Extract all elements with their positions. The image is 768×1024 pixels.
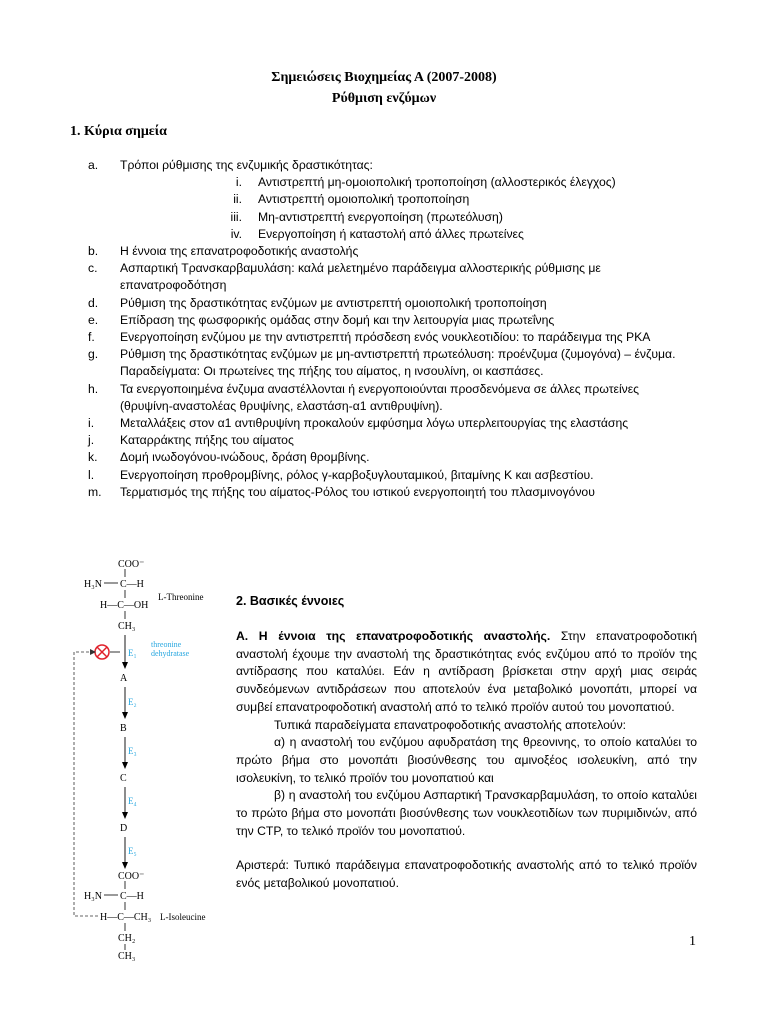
paragraph-beta: β) η αναστολή του ενζύμου Ασπαρτική Τρανσκαρβαμυλάση, το οποίο καταλύει το πρώτο βήμα στο μονοπάτι βιοσύνθεσης των νουκλεοτιδίων των πυριμιδινών, από την CTP, το τελικό προϊόν του μονοπατιού. bbox=[236, 788, 697, 838]
sub-list-item-text: Αντιστρεπτή μη-ομοιοπολική τροποποίηση (αλλοστερικός έλεγχος) bbox=[258, 175, 616, 190]
list-marker: m. bbox=[88, 484, 102, 499]
isoleucine-h3n: H₃N bbox=[84, 891, 102, 902]
sub-list-marker: i. bbox=[235, 175, 242, 190]
paragraph-alpha: α) η αναστολή του ενζύμου αφυδρατάση της θρεονινης, το οποίο καταλύει το πρώτο βήμα στο μονοπάτι βιοσύνθεσης του αμινοξέος ισολευκίνη, από την ισολευκίνη, το τελικό προϊόν του μονοπατιού και bbox=[236, 735, 697, 785]
paragraph-typical: Τυπικά παραδείγματα επανατροφοδοτικής αναστολής αποτελούν: bbox=[274, 717, 627, 732]
sub-list-marker: iv. bbox=[230, 226, 242, 241]
list-item-text: Ενεργοποίηση ενζύμου με την αντιστρεπτή πρόσδεση ενός νουκλεοτιδίου: το παράδειγμα της PKA bbox=[120, 330, 651, 345]
intermediate-d: D bbox=[120, 823, 128, 834]
sub-list-marker: iii. bbox=[230, 209, 242, 224]
isoleucine-ch3: CH₃ bbox=[118, 951, 136, 962]
isoleucine-coo: COO⁻ bbox=[118, 871, 145, 882]
document-title: Σημειώσεις Βιοχημείας Α (2007-2008) bbox=[271, 70, 497, 85]
list-item bbox=[88, 381, 688, 415]
intermediate-c: C bbox=[120, 773, 127, 784]
threonine-ch: C—H bbox=[120, 579, 144, 590]
enzyme-name-line-2: dehydratase bbox=[151, 649, 190, 658]
list-item bbox=[88, 295, 688, 312]
intermediate-a: A bbox=[120, 673, 128, 684]
list-item bbox=[88, 484, 688, 501]
list-marker: h. bbox=[88, 381, 99, 396]
enzyme-e1: E₁ bbox=[128, 648, 137, 658]
document-subtitle: Ρύθμιση ενζύμων bbox=[331, 91, 437, 106]
sub-list-item bbox=[88, 191, 688, 208]
sub-list-item-text: Αντιστρεπτή ομοιοπολική τροποποίηση bbox=[258, 192, 470, 207]
list-marker: d. bbox=[88, 295, 99, 310]
list-marker: f. bbox=[88, 330, 95, 345]
list-marker: l. bbox=[88, 467, 95, 482]
list-item-text: Τερματισμός της πήξης του αίματος-Ρόλος του ιστικού ενεργοποιητή του πλασμινογόνου bbox=[120, 484, 595, 499]
threonine-ch3: CH₃ bbox=[118, 621, 136, 632]
intermediate-b: B bbox=[120, 723, 127, 734]
list-marker: e. bbox=[88, 312, 99, 327]
list-item-text: Δομή ινωδογόνου-ινώδους, δράση θρομβίνης. bbox=[120, 450, 370, 465]
section-2-body bbox=[236, 628, 697, 893]
list-marker: b. bbox=[88, 244, 99, 259]
feedback-inhibition-diagram bbox=[60, 557, 225, 962]
list-marker: j. bbox=[88, 433, 95, 448]
list-item bbox=[88, 467, 688, 484]
list-marker: g. bbox=[88, 347, 99, 362]
section-2-heading: 2. Βασικές έννοιες bbox=[236, 594, 345, 608]
list-item-text: Τα ενεργοποιημένα ένζυμα αναστέλλονται ή ενεργοποιούνται προσδενόμενα σε άλλες πρωτείνες (θρυψίνη-αναστολέας θρυψίνης, ελαστάση-α1 αντιθρυψίνη). bbox=[120, 381, 640, 413]
paragraph-a-lead: Α. Η έννοια της επανατροφοδοτικής αναστολής. bbox=[236, 629, 551, 643]
list-item bbox=[88, 243, 688, 260]
list-item bbox=[88, 449, 688, 466]
list-marker: k. bbox=[88, 450, 98, 465]
list-item-text: Επίδραση της φωσφορικής ομάδας στην δομή και την λειτουργία μιας πρωτεΐνης bbox=[120, 312, 555, 327]
enzyme-e3: E₃ bbox=[128, 746, 137, 756]
list-item bbox=[88, 157, 688, 174]
list-item-text: Ρύθμιση της δραστικότητας ενζύμων με μη-αντιστρεπτή πρωτεόλυση: προένζυμα (ζυμογόνα) – ένζυμα. Παραδείγματα: Οι πρωτείνες της πήξης του αίματος, η ινσουλίνη, οι κασπάσες. bbox=[120, 347, 676, 379]
isoleucine-ch2: CH₂ bbox=[118, 933, 136, 944]
sub-list-marker: ii. bbox=[233, 192, 242, 207]
isoleucine-label: L-Isoleucine bbox=[160, 912, 206, 922]
list-item-text: Καταρράκτης πήξης του αίματος bbox=[120, 433, 294, 448]
sub-list-item bbox=[88, 209, 688, 226]
enzyme-name-line-1: threonine bbox=[151, 640, 182, 649]
threonine-hcoh: H—C—OH bbox=[100, 600, 149, 611]
enzyme-e5: E₅ bbox=[128, 846, 137, 856]
list-item-text: Μεταλλάξεις στον α1 αντιθρυψίνη προκαλούν εμφύσημα λόγω υπερλειτουργίας της ελαστάσης bbox=[120, 416, 629, 431]
sub-list-item-text: Ενεργοποίηση ή καταστολή από άλλες πρωτείνες bbox=[258, 226, 524, 241]
list-marker: c. bbox=[88, 261, 98, 276]
sub-list-item-text: Μη-αντιστρεπτή ενεργοποίηση (πρωτεόλυση) bbox=[258, 209, 503, 224]
list-item-text: Τρόποι ρύθμισης της ενζυμικής δραστικότητας: bbox=[120, 158, 373, 172]
enzyme-e4: E₄ bbox=[128, 796, 137, 806]
list-item bbox=[88, 346, 688, 380]
list-item-text: Ρύθμιση της δραστικότητας ενζύμων με αντιστρεπτή ομοιοπολική τροποποίηση bbox=[120, 295, 547, 310]
paragraph-left-caption: Αριστερά: Τυπικό παράδειγμα επανατροφοδοτικής αναστολής από το τελικό προϊόν ενός μεταβολικού μονοπατιού. bbox=[236, 858, 697, 891]
main-points-list bbox=[88, 157, 688, 501]
list-marker: a. bbox=[88, 158, 99, 172]
isoleucine-hcch3: H—C—CH₃ bbox=[100, 912, 152, 923]
list-marker: i. bbox=[88, 416, 95, 431]
list-item-text: Η έννοια της επανατροφοδοτικής αναστολής bbox=[120, 244, 359, 259]
paragraph-a-text: Στην επανατροφοδοτική αναστολή έχουμε την αναστολή της δραστικότητας ενός ενζύμου από το προϊόν της αντίδρασης που καταλύει. Εάν η αντίδραση βρίσκεται στην αρχή μιας σειράς συνδεόμενων αντιδράσεων που αποτελούν ένα μεταβολικό μονοπάτι, μπορεί να συμβεί επανατροφοδοτική αναστολή από το τελικό προϊόν αυτού του μονοπατιού. bbox=[236, 629, 697, 714]
list-item-text: Ασπαρτική Τρανσκαρβαμυλάση: καλά μελετημένο παράδειγμα αλλοστερικής ρύθμισης με επανατροφοδότηση bbox=[120, 261, 601, 293]
enzyme-e2: E₂ bbox=[128, 697, 137, 707]
list-item bbox=[88, 415, 688, 432]
threonine-coo: COO⁻ bbox=[118, 559, 145, 570]
page-number: 1 bbox=[689, 934, 696, 949]
list-item-text: Ενεργοποίηση προθρομβίνης, ρόλος γ-καρβοξυγλουταμικού, βιταμίνης Κ και ασβεστίου. bbox=[120, 467, 594, 482]
list-item bbox=[88, 432, 688, 449]
list-item bbox=[88, 260, 688, 294]
list-item bbox=[88, 312, 688, 329]
sub-list-item bbox=[88, 226, 688, 243]
feedback-dashed-line bbox=[74, 652, 98, 916]
section-1-heading: 1. Κύρια σημεία bbox=[70, 124, 167, 139]
sub-list-item bbox=[88, 174, 688, 191]
threonine-h3n: H₃N bbox=[84, 579, 102, 590]
list-item bbox=[88, 329, 688, 346]
isoleucine-ch: C—H bbox=[120, 891, 144, 902]
paragraph-a bbox=[236, 628, 697, 717]
threonine-label: L-Threonine bbox=[158, 592, 204, 602]
